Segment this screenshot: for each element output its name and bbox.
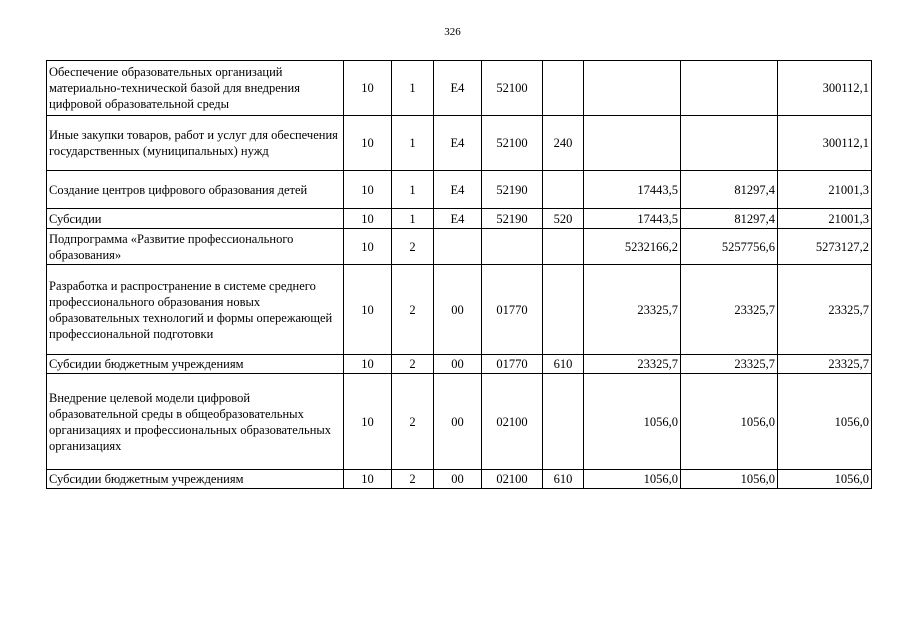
podrazdel-cell: 2 — [392, 470, 434, 489]
target-article-code-cell: 01770 — [482, 355, 543, 374]
razdel-cell: 10 — [344, 171, 392, 209]
podrazdel-cell: 1 — [392, 61, 434, 116]
row-name: Иные закупки товаров, работ и услуг для обеспечения государственных (муниципальных) нужд — [47, 116, 344, 171]
amount-year2-cell: 23325,7 — [681, 265, 778, 355]
podrazdel-cell: 2 — [392, 265, 434, 355]
podrazdel-cell: 1 — [392, 209, 434, 229]
amount-year1-cell — [584, 61, 681, 116]
row-name: Субсидии бюджетным учреждениям — [47, 470, 344, 489]
budget-table-body — [47, 61, 872, 489]
target-article-code-cell: 52100 — [482, 61, 543, 116]
amount-year3-cell: 21001,3 — [778, 171, 872, 209]
table-row — [47, 470, 872, 489]
amount-year2-cell: 5257756,6 — [681, 229, 778, 265]
row-name: Субсидии — [47, 209, 344, 229]
expense-type-cell — [543, 171, 584, 209]
amount-year1-cell — [584, 116, 681, 171]
target-article-prefix-cell: 00 — [434, 374, 482, 470]
amount-year1-cell: 23325,7 — [584, 355, 681, 374]
amount-year3-cell: 300112,1 — [778, 61, 872, 116]
amount-year1-cell: 17443,5 — [584, 171, 681, 209]
target-article-prefix-cell: 00 — [434, 265, 482, 355]
amount-year2-cell: 81297,4 — [681, 209, 778, 229]
razdel-cell: 10 — [344, 265, 392, 355]
target-article-prefix-cell: E4 — [434, 61, 482, 116]
expense-type-cell: 240 — [543, 116, 584, 171]
razdel-cell: 10 — [344, 355, 392, 374]
amount-year2-cell: 23325,7 — [681, 355, 778, 374]
amount-year1-cell: 1056,0 — [584, 470, 681, 489]
target-article-prefix-cell: E4 — [434, 209, 482, 229]
razdel-cell: 10 — [344, 470, 392, 489]
row-name: Подпрограмма «Развитие профессионального образования» — [47, 229, 344, 265]
target-article-prefix-cell: E4 — [434, 171, 482, 209]
target-article-prefix-cell: 00 — [434, 470, 482, 489]
razdel-cell: 10 — [344, 209, 392, 229]
table-row — [47, 355, 872, 374]
row-name: Субсидии бюджетным учреждениям — [47, 355, 344, 374]
expense-type-cell: 610 — [543, 355, 584, 374]
table-row — [47, 209, 872, 229]
amount-year1-cell: 1056,0 — [584, 374, 681, 470]
table-row — [47, 265, 872, 355]
table-row — [47, 171, 872, 209]
target-article-prefix-cell — [434, 229, 482, 265]
amount-year3-cell: 21001,3 — [778, 209, 872, 229]
table-row — [47, 229, 872, 265]
row-name: Разработка и распространение в системе среднего профессионального образования новых образовательных технологий и формы опережающей профессиональной подготовки — [47, 265, 344, 355]
amount-year2-cell — [681, 116, 778, 171]
podrazdel-cell: 1 — [392, 116, 434, 171]
target-article-code-cell: 02100 — [482, 470, 543, 489]
target-article-prefix-cell: E4 — [434, 116, 482, 171]
expense-type-cell: 610 — [543, 470, 584, 489]
expense-type-cell — [543, 229, 584, 265]
podrazdel-cell: 2 — [392, 229, 434, 265]
amount-year3-cell: 23325,7 — [778, 355, 872, 374]
target-article-code-cell: 52190 — [482, 171, 543, 209]
amount-year2-cell: 81297,4 — [681, 171, 778, 209]
row-name: Внедрение целевой модели цифровой образовательной среды в общеобразовательных организациях и профессиональных образовательных организациях — [47, 374, 344, 470]
amount-year3-cell: 1056,0 — [778, 470, 872, 489]
amount-year1-cell: 23325,7 — [584, 265, 681, 355]
target-article-code-cell: 52100 — [482, 116, 543, 171]
amount-year1-cell: 17443,5 — [584, 209, 681, 229]
amount-year2-cell — [681, 61, 778, 116]
expense-type-cell — [543, 374, 584, 470]
amount-year2-cell: 1056,0 — [681, 374, 778, 470]
expense-type-cell — [543, 265, 584, 355]
razdel-cell: 10 — [344, 374, 392, 470]
target-article-code-cell — [482, 229, 543, 265]
amount-year3-cell: 23325,7 — [778, 265, 872, 355]
page-number: 326 — [444, 26, 461, 38]
row-name: Обеспечение образовательных организаций материально-технической базой для внедрения цифровой образовательной среды — [47, 61, 344, 116]
target-article-code-cell: 02100 — [482, 374, 543, 470]
podrazdel-cell: 1 — [392, 171, 434, 209]
target-article-code-cell: 01770 — [482, 265, 543, 355]
amount-year3-cell: 1056,0 — [778, 374, 872, 470]
budget-table — [46, 60, 872, 489]
table-row — [47, 116, 872, 171]
razdel-cell: 10 — [344, 229, 392, 265]
razdel-cell: 10 — [344, 116, 392, 171]
target-article-prefix-cell: 00 — [434, 355, 482, 374]
expense-type-cell — [543, 61, 584, 116]
podrazdel-cell: 2 — [392, 374, 434, 470]
table-row — [47, 374, 872, 470]
expense-type-cell: 520 — [543, 209, 584, 229]
amount-year1-cell: 5232166,2 — [584, 229, 681, 265]
amount-year3-cell: 300112,1 — [778, 116, 872, 171]
row-name: Создание центров цифрового образования детей — [47, 171, 344, 209]
amount-year3-cell: 5273127,2 — [778, 229, 872, 265]
podrazdel-cell: 2 — [392, 355, 434, 374]
table-row — [47, 61, 872, 116]
target-article-code-cell: 52190 — [482, 209, 543, 229]
razdel-cell: 10 — [344, 61, 392, 116]
amount-year2-cell: 1056,0 — [681, 470, 778, 489]
